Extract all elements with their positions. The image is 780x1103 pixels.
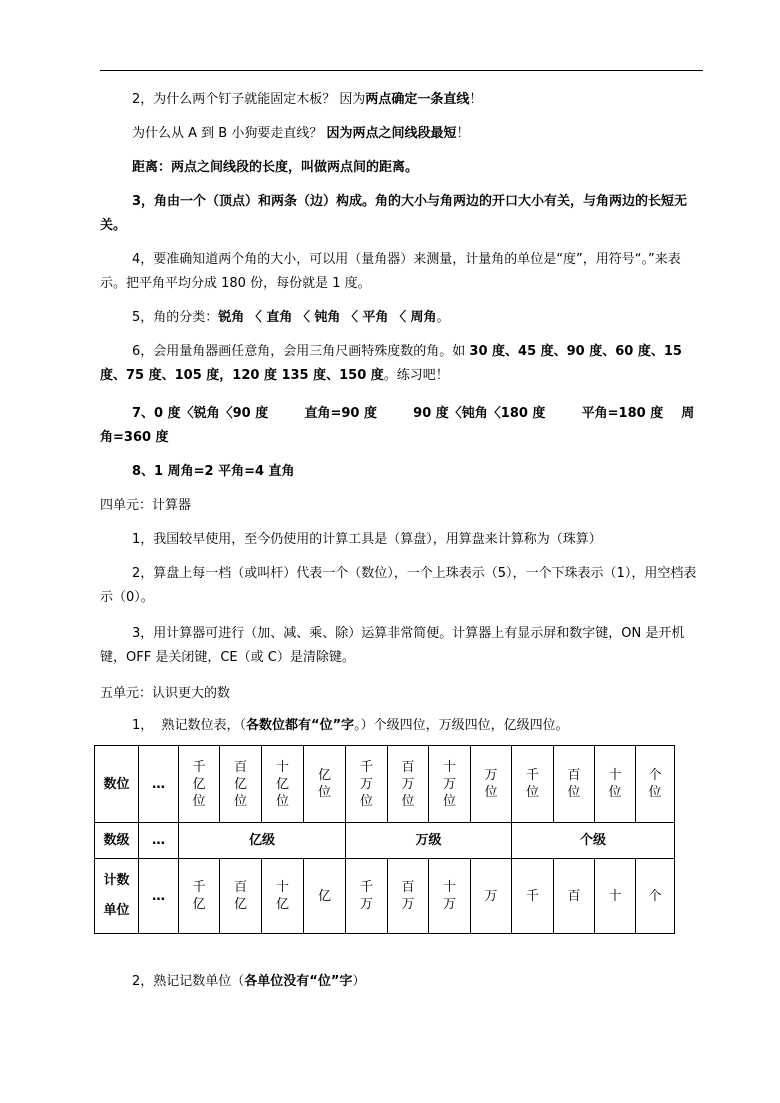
unit-cell: 千亿 (179, 859, 220, 934)
text-paragraph: 6，会用量角器画任意角，会用三角尺画特殊度数的角。如 30 度、45 度、90 度、60 度、15 度、75 度、105 度，120 度 135 度、150 度。练习吧！ (100, 344, 682, 383)
table-row-digits (95, 746, 675, 823)
row-label-level: 数级 (95, 823, 139, 859)
table-row-units (95, 859, 675, 934)
text-line: 1，我国较早使用，至今仍使用的计算工具是（算盘），用算盘来计算称为（珠算） (132, 532, 602, 547)
text-line: 1， 熟记数位表，（各数位都有“位”字。）个级四位，万级四位，亿级四位。 (132, 718, 569, 733)
text-paragraph: 7、0 度〈锐角〈90 度 直角=90 度 90 度〈钝角〈180 度 平角=180 度 周角=360 度 (100, 406, 695, 445)
text-paragraph: 3，用计算器可进行（加、减、乘、除）运算非常简便。计算器上有显示屏和数字键，ON 是开机键，OFF 是关闭键，CE（或 C）是清除键。 (100, 626, 685, 665)
digit-cell: 千万位 (346, 746, 388, 823)
digit-cell: 个位 (636, 746, 675, 823)
text-paragraph: 3，角由一个（顶点）和两条（边）构成。角的大小与角两边的开口大小有关，与角两边的长短无关。 (100, 194, 688, 233)
unit-cell: 十万 (429, 859, 471, 934)
text-line: 2，为什么两个钉子就能固定木板？ 因为两点确定一条直线！ (132, 92, 483, 107)
digit-cell: 千位 (512, 746, 554, 823)
ellipsis-cell: … (139, 746, 179, 823)
table-row-levels (95, 823, 675, 859)
unit-cell: 十 (595, 859, 636, 934)
section-heading: 五单元：认识更大的数 (100, 686, 231, 701)
digit-cell: 亿位 (304, 746, 346, 823)
header-rule (100, 70, 703, 71)
digit-cell: 万位 (471, 746, 512, 823)
level-cell-ge: 个级 (512, 823, 675, 859)
row-label-digit-place: 数位 (95, 746, 139, 823)
text-line: 5，角的分类：锐角 〈 直角 〈 钝角 〈 平角 〈 周角。 (132, 310, 450, 325)
text-line: 2，熟记记数单位（各单位没有“位”字） (132, 974, 366, 989)
unit-cell: 亿 (304, 859, 346, 934)
unit-cell: 百亿 (220, 859, 262, 934)
digit-cell: 十位 (595, 746, 636, 823)
unit-cell: 个 (636, 859, 675, 934)
unit-cell: 万 (471, 859, 512, 934)
digit-cell: 百亿位 (220, 746, 262, 823)
text-line: 8、1 周角=2 平角=4 直角 (132, 464, 295, 479)
unit-cell: 百万 (388, 859, 429, 934)
text-paragraph: 2，算盘上每一档（或叫杆）代表一个（数位），一个上珠表示（5），一个下珠表示（1），用空档表示（0）。 (100, 566, 697, 605)
digit-cell: 千亿位 (179, 746, 220, 823)
text-line: 距离：两点之间线段的长度，叫做两点间的距离。 (132, 160, 419, 175)
text-line: 为什么从 A 到 B 小狗要走直线？ 因为两点之间线段最短！ (132, 126, 470, 141)
row-label-counting-unit: 计数 单位 (95, 859, 139, 934)
digit-cell: 百位 (554, 746, 595, 823)
digit-cell: 百万位 (388, 746, 429, 823)
unit-cell: 十亿 (262, 859, 304, 934)
unit-cell: 千万 (346, 859, 388, 934)
section-heading: 四单元：计算器 (100, 498, 192, 513)
digit-cell: 十亿位 (262, 746, 304, 823)
unit-cell: 百 (554, 859, 595, 934)
level-cell-wan: 万级 (346, 823, 512, 859)
digit-cell: 十万位 (429, 746, 471, 823)
unit-cell: 千 (512, 859, 554, 934)
place-value-table (94, 745, 675, 934)
text-paragraph: 4，要准确知道两个角的大小，可以用（量角器）来测量，计量角的单位是“度”，用符号“。”来表示。把平角平均分成 180 份，每份就是 1 度。 (100, 252, 681, 291)
ellipsis-cell: … (139, 859, 179, 934)
level-cell-yi: 亿级 (179, 823, 346, 859)
ellipsis-cell: … (139, 823, 179, 859)
